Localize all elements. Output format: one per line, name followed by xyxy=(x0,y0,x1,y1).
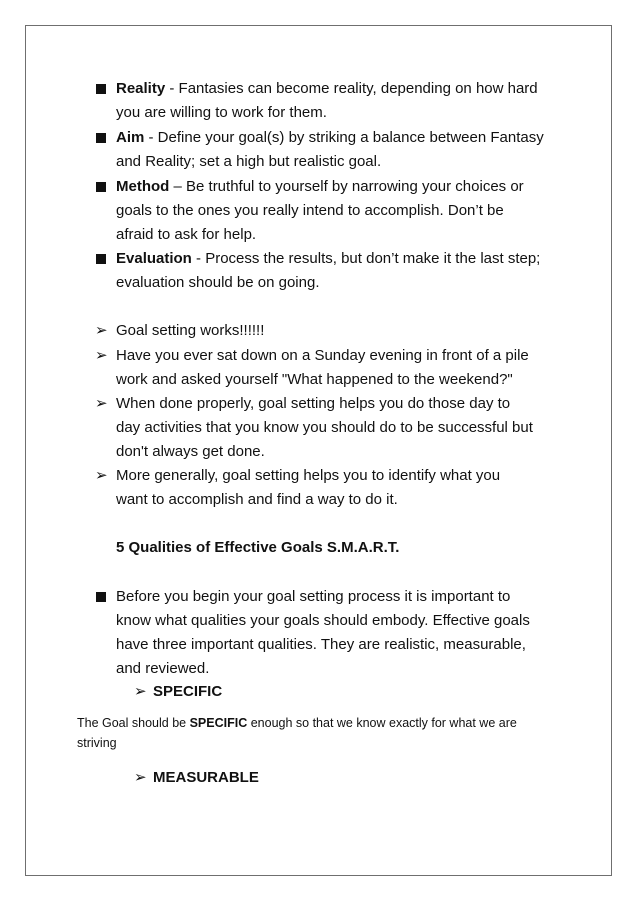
specific-description-line-2: striving xyxy=(77,736,117,750)
arrow-point-1-line-1: Goal setting works!!!!!! xyxy=(116,322,265,339)
qualities-intro-line-1: Before you begin your goal setting process it is important to xyxy=(116,588,511,605)
specific-description-line-1: The Goal should be SPECIFIC enough so that we know exactly for what we are xyxy=(77,716,517,730)
step-evaluation-line-1: Evaluation - Process the results, but don’t make it the last step; xyxy=(116,250,541,267)
specific-heading: SPECIFIC xyxy=(153,683,223,700)
square-bullet-icon xyxy=(96,182,106,192)
square-bullet-icon xyxy=(96,254,106,264)
step-evaluation-line-2: evaluation should be on going. xyxy=(116,274,320,291)
document-page xyxy=(25,25,612,876)
arrow-point-2-line-2: work and asked yourself "What happened to the weekend?" xyxy=(116,371,513,388)
arrow-point-4-line-1: More generally, goal setting helps you to identify what you xyxy=(116,467,501,484)
arrow-point-4-line-2: want to accomplish and find a way to do it. xyxy=(116,491,398,508)
arrow-point-3-line-1: When done properly, goal setting helps you do those day to xyxy=(116,395,511,412)
arrow-point-2-line-1: Have you ever sat down on a Sunday evening in front of a pile xyxy=(116,347,529,364)
qualities-intro-line-4: and reviewed. xyxy=(116,660,210,677)
arrow-bullet-icon: ➢ xyxy=(95,322,108,339)
arrow-bullet-icon: ➢ xyxy=(134,683,147,700)
page-content xyxy=(26,26,611,875)
qualities-intro-line-3: have three important qualities. They are realistic, measurable, xyxy=(116,636,526,653)
arrow-point-3-line-3: don't always get done. xyxy=(116,443,265,460)
qualities-intro-line-2: know what qualities your goals should embody. Effective goals xyxy=(116,612,530,629)
arrow-bullet-icon: ➢ xyxy=(95,395,108,412)
step-method-line-1: Method – Be truthful to yourself by narrowing your choices or xyxy=(116,178,524,195)
step-method-line-2: goals to the ones you really intend to accomplish. Don’t be xyxy=(116,202,504,219)
square-bullet-icon xyxy=(96,84,106,94)
arrow-bullet-icon: ➢ xyxy=(134,769,147,786)
step-method-line-3: afraid to ask for help. xyxy=(116,226,257,243)
square-bullet-icon xyxy=(96,133,106,143)
step-reality-line-1: Reality - Fantasies can become reality, depending on how hard xyxy=(116,80,538,97)
arrow-point-3-line-2: day activities that you know you should do to be successful but xyxy=(116,419,533,436)
step-aim-line-1: Aim - Define your goal(s) by striking a balance between Fantasy xyxy=(116,129,544,146)
measurable-heading: MEASURABLE xyxy=(153,769,259,786)
section-heading: 5 Qualities of Effective Goals S.M.A.R.T. xyxy=(116,539,400,556)
step-reality-line-2: you are willing to work for them. xyxy=(116,104,327,121)
arrow-bullet-icon: ➢ xyxy=(95,347,108,364)
arrow-bullet-icon: ➢ xyxy=(95,467,108,484)
step-aim-line-2: and Reality; set a high but realistic goal. xyxy=(116,153,382,170)
square-bullet-icon xyxy=(96,592,106,602)
